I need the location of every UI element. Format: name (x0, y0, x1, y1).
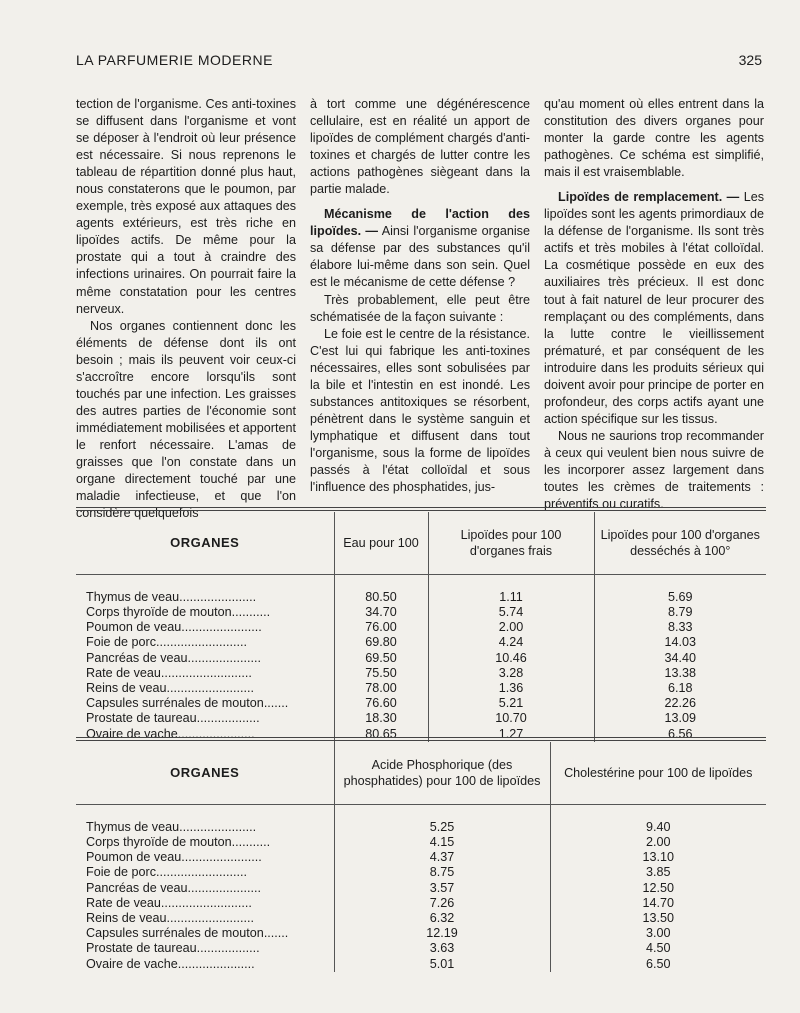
text-column-1 (76, 96, 296, 522)
organ-name: Pancréas de veau..................... (86, 880, 261, 895)
body-text (76, 96, 766, 521)
page-number: 325 (738, 52, 762, 68)
table-row (76, 896, 766, 911)
table-cell: 3.00 (550, 926, 766, 941)
table-cell: 7.26 (334, 896, 550, 911)
table-cell: 13.38 (594, 666, 766, 681)
column-header: Eau pour 100 (334, 512, 428, 574)
paragraph-text: Les lipoïdes sont les agents primordiaux de la défense de l'organisme. Ils sont très actifs et très mobiles à l'état colloïdal. La cosmétique possède en eux des auxiliaires très précieux. Il est donc tout à fait naturel de leur procurer des remplaçant ou des compléments, dans la lutte contre le vieillissement prématuré, et par conséquent de les introduire dans les produits sérieux qui doivent avoir pour principe de porter en profondeur, des corps actifs ayant une action spécifique sur les tissus. (544, 190, 764, 426)
table-2 (76, 742, 766, 972)
table-cell: 80.50 (334, 590, 428, 605)
table-cell: 5.25 (334, 820, 550, 835)
table-cell: 1.11 (428, 590, 594, 605)
table-cell: 18.30 (334, 711, 428, 726)
table-cell: 6.32 (334, 911, 550, 926)
table-row (76, 651, 766, 666)
organ-name: Poumon de veau....................... (86, 850, 262, 865)
paragraph: Nos organes contiennent donc les éléments de défense dont ils ont besoin ; mais ils peuvent voir ceux-ci s'accroître encore lorsqu'ils sont touchés par une infection. Les graisses des autres parties de l'économie sont immédiatement mobilisées et apportent le renfort nécessaire. L'amas de graisses que l'on constate dans un organe directement touché par une maladie infectieuse, et que l'on considère quelquefois (76, 318, 296, 521)
table-top-rule (76, 507, 766, 508)
table-row (76, 590, 766, 605)
table-row (76, 941, 766, 956)
lipoid-content-table (76, 512, 766, 742)
paragraph-text: Ainsi l'organisme organise sa défense par des substances qu'il élabore lui-même dans son sein. Quel est le mécanisme de cette défense ? (310, 224, 530, 290)
table-row (76, 881, 766, 896)
section-heading: Lipoïdes de remplacement. — (558, 190, 740, 205)
table-row (76, 820, 766, 835)
table-cell: 80.65 (334, 727, 428, 742)
table-cell: 6.50 (550, 957, 766, 972)
table-cell: 5.69 (594, 590, 766, 605)
table-cell: 4.37 (334, 850, 550, 865)
organ-name: Foie de porc.......................... (86, 635, 247, 650)
organ-name: Rate de veau.......................... (86, 665, 252, 680)
table-cell: 4.50 (550, 941, 766, 956)
page-header (64, 52, 762, 72)
table-row (76, 835, 766, 850)
organ-name: Corps thyroïde de mouton........... (86, 834, 271, 849)
table-cell: 5.01 (334, 957, 550, 972)
paragraph (544, 189, 764, 428)
organ-name: Thymus de veau...................... (86, 819, 257, 834)
table-cell: 4.24 (428, 635, 594, 650)
table-cell: 3.57 (334, 881, 550, 896)
table-separator-rule (76, 740, 766, 741)
column-header: Lipoïdes pour 100 d'organes frais (428, 512, 594, 574)
paragraph: Le foie est le centre de la résistance. C'est lui qui fabrique les anti-toxines nécessaires, elles sont sobulisées par la bile et l'intestin en est inondé. Les substances antitoxiques se résorbent, pénètrent dans le système sanguin et lymphatique et diffusent dans tout l'organisme, sous la forme de lipoïdes passés à l'état colloïdal et sous l'influence des phosphatides, jus- (310, 326, 530, 495)
table-row (76, 711, 766, 726)
table-cell: 78.00 (334, 681, 428, 696)
table-cell: 5.21 (428, 696, 594, 711)
text-column-3 (544, 96, 764, 513)
paragraph: Nous ne saurions trop recommander à ceux qui veulent bien nous suivre de les incorporer assez largement dans toutes les crèmes de traitements : préventifs ou curatifs. (544, 428, 764, 512)
organ-name: Rate de veau.......................... (86, 895, 252, 910)
table-cell: 2.00 (428, 620, 594, 635)
paragraph (310, 206, 530, 291)
table-cell: 13.09 (594, 711, 766, 726)
organ-name: Ovaire de vache...................... (86, 726, 255, 741)
table-cell: 76.60 (334, 696, 428, 711)
table-cell: 6.56 (594, 727, 766, 742)
text-column-2 (310, 96, 530, 496)
table-cell: 69.80 (334, 635, 428, 650)
table-row (76, 911, 766, 926)
organ-name: Thymus de veau...................... (86, 589, 257, 604)
section-heading: Mécanisme de l'action des lipoïdes. — (310, 207, 530, 239)
table-cell: 8.79 (594, 605, 766, 620)
table-row (76, 926, 766, 941)
organ-name: Corps thyroïde de mouton........... (86, 604, 271, 619)
table-row (76, 696, 766, 711)
table-cell: 6.18 (594, 681, 766, 696)
column-header: Acide Phosphorique (des phosphatides) pour 100 de lipoïdes (334, 742, 550, 804)
organ-name: Prostate de taureau.................. (86, 711, 260, 726)
organ-name: Ovaire de vache...................... (86, 956, 255, 971)
table-cell: 14.70 (550, 896, 766, 911)
table-cell: 76.00 (334, 620, 428, 635)
table-row (76, 865, 766, 880)
table-cell: 13.50 (550, 911, 766, 926)
organ-name: Reins de veau......................... (86, 680, 254, 695)
organ-name: Capsules surrénales de mouton....... (86, 696, 289, 711)
table-separator-rule (76, 737, 766, 738)
table-row (76, 666, 766, 681)
phosphatide-table (76, 742, 766, 972)
table-cell: 8.75 (334, 865, 550, 880)
table-cell: 22.26 (594, 696, 766, 711)
table-row (76, 605, 766, 620)
table-cell: 13.10 (550, 850, 766, 865)
table-cell: 1.27 (428, 727, 594, 742)
paragraph: tection de l'organisme. Ces anti-toxines se diffusent dans l'organisme et vont se déposer à l'endroit où leur présence est nécessaire. Si nous reprenons le tableau de répartition donné plus haut, nous constaterons que le poumon, par exemple, très exposé aux attaques des agents extérieurs, est très riche en lipoïdes actifs. De même pour la prostate qui a tout à craindre des infections urinaires. On pourrait faire la même constatation pour les centres nerveux. (76, 97, 296, 316)
table-cell: 4.15 (334, 835, 550, 850)
table-row (76, 635, 766, 650)
column-header: ORGANES (76, 512, 334, 574)
organ-name: Reins de veau......................... (86, 910, 254, 925)
table-cell: 69.50 (334, 651, 428, 666)
table-1 (76, 512, 766, 742)
table-cell: 9.40 (550, 820, 766, 835)
organ-name: Poumon de veau....................... (86, 620, 262, 635)
table-cell: 3.85 (550, 865, 766, 880)
table-cell: 75.50 (334, 666, 428, 681)
organ-name: Capsules surrénales de mouton....... (86, 926, 289, 941)
table-top-rule (76, 510, 766, 511)
table-cell: 10.70 (428, 711, 594, 726)
table-cell: 5.74 (428, 605, 594, 620)
paragraph: à tort comme une dégénérescence cellulaire, est en réalité un apport de lipoïdes de complément chargés d'anti-toxines et chargés de lutter contre les actions pathogènes siègeant dans la partie malade. (310, 97, 530, 197)
table-cell: 2.00 (550, 835, 766, 850)
table-cell: 12.50 (550, 881, 766, 896)
table-row (76, 681, 766, 696)
table-cell: 3.63 (334, 941, 550, 956)
table-row (76, 620, 766, 635)
paragraph: Très probablement, elle peut être schématisée de la façon suivante : (310, 292, 530, 324)
table-cell: 12.19 (334, 926, 550, 941)
table-cell: 34.40 (594, 651, 766, 666)
paragraph: qu'au moment où elles entrent dans la constitution des divers organes pour monter la garde contre les agents pathogènes. Ce schéma est simplifié, mais il est vraisemblable. (544, 97, 764, 180)
organ-name: Prostate de taureau.................. (86, 941, 260, 956)
column-header: ORGANES (76, 742, 334, 804)
column-header: Cholestérine pour 100 de lipoïdes (550, 742, 766, 804)
organ-name: Pancréas de veau..................... (86, 650, 261, 665)
table-row (76, 850, 766, 865)
column-header: Lipoïdes pour 100 d'organes desséchés à 100° (594, 512, 766, 574)
table-cell: 8.33 (594, 620, 766, 635)
running-title: LA PARFUMERIE MODERNE (76, 52, 273, 68)
table-cell: 34.70 (334, 605, 428, 620)
table-cell: 3.28 (428, 666, 594, 681)
organ-name: Foie de porc.......................... (86, 865, 247, 880)
table-cell: 10.46 (428, 651, 594, 666)
table-cell: 14.03 (594, 635, 766, 650)
table-cell: 1.36 (428, 681, 594, 696)
table-row (76, 957, 766, 972)
